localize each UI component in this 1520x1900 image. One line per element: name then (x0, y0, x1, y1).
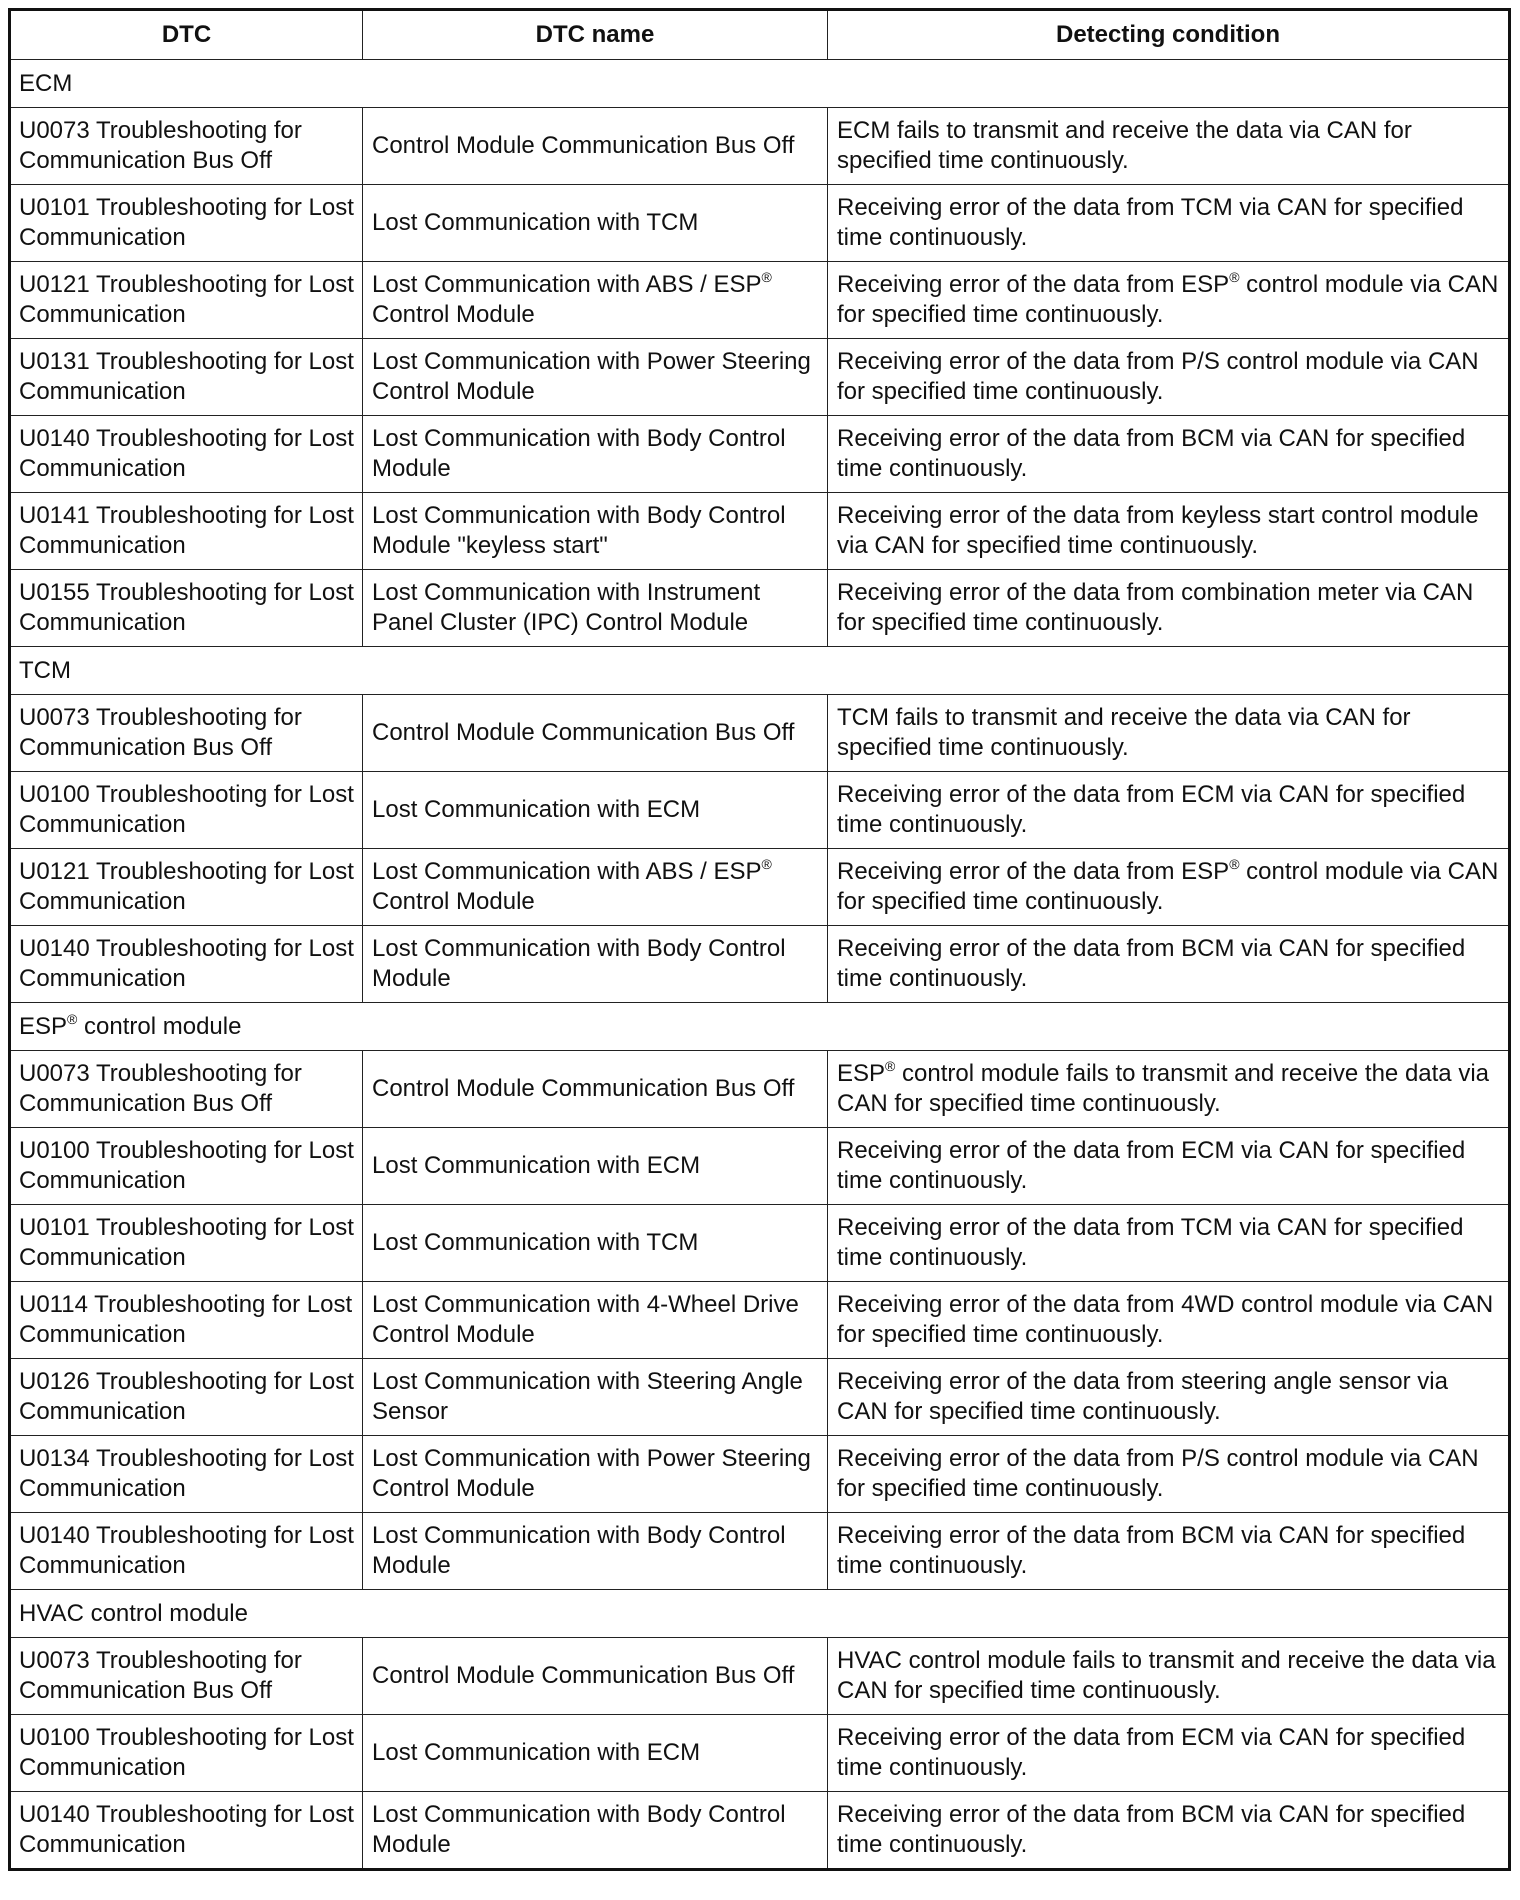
table-row (10, 772, 1510, 849)
dtc-name-cell: Control Module Communication Bus Off (363, 1051, 828, 1128)
table-row (10, 570, 1510, 647)
dtc-code-cell: U0121 Troubleshooting for Lost Communication (10, 262, 363, 339)
header-detecting-condition: Detecting condition (828, 10, 1510, 60)
section-title: ECM (10, 60, 1510, 108)
dtc-code-cell: U0155 Troubleshooting for Lost Communication (10, 570, 363, 647)
detecting-condition-cell: TCM fails to transmit and receive the data via CAN for specified time continuously. (828, 695, 1510, 772)
detecting-condition-cell: Receiving error of the data from keyless start control module via CAN for specified time continuously. (828, 493, 1510, 570)
detecting-condition-cell: Receiving error of the data from TCM via CAN for specified time continuously. (828, 185, 1510, 262)
detecting-condition-cell: Receiving error of the data from ECM via CAN for specified time continuously. (828, 1128, 1510, 1205)
detecting-condition-cell: Receiving error of the data from BCM via CAN for specified time continuously. (828, 416, 1510, 493)
detecting-condition-cell: HVAC control module fails to transmit and receive the data via CAN for specified time continuously. (828, 1638, 1510, 1715)
section-row (10, 1590, 1510, 1638)
table-row (10, 416, 1510, 493)
dtc-name-cell: Lost Communication with 4-Wheel Drive Control Module (363, 1282, 828, 1359)
dtc-name-cell: Lost Communication with Instrument Panel Cluster (IPC) Control Module (363, 570, 828, 647)
header-row (10, 10, 1510, 60)
section-title: TCM (10, 647, 1510, 695)
table-row (10, 1128, 1510, 1205)
detecting-condition-cell: ESP® control module fails to transmit and receive the data via CAN for specified time continuously. (828, 1051, 1510, 1128)
dtc-name-cell: Lost Communication with ABS / ESP® Control Module (363, 849, 828, 926)
dtc-code-cell: U0134 Troubleshooting for Lost Communication (10, 1436, 363, 1513)
table-row (10, 1359, 1510, 1436)
dtc-name-cell: Control Module Communication Bus Off (363, 108, 828, 185)
dtc-code-cell: U0101 Troubleshooting for Lost Communication (10, 185, 363, 262)
dtc-name-cell: Lost Communication with TCM (363, 185, 828, 262)
section-row (10, 60, 1510, 108)
detecting-condition-cell: Receiving error of the data from BCM via CAN for specified time continuously. (828, 1792, 1510, 1870)
detecting-condition-cell: Receiving error of the data from P/S control module via CAN for specified time continuously. (828, 339, 1510, 416)
dtc-name-cell: Lost Communication with ECM (363, 1128, 828, 1205)
table-row (10, 1282, 1510, 1359)
detecting-condition-cell: Receiving error of the data from P/S control module via CAN for specified time continuously. (828, 1436, 1510, 1513)
table-row (10, 1436, 1510, 1513)
detecting-condition-cell: Receiving error of the data from BCM via CAN for specified time continuously. (828, 1513, 1510, 1590)
dtc-name-cell: Lost Communication with Body Control Module (363, 416, 828, 493)
table-row (10, 926, 1510, 1003)
detecting-condition-cell: Receiving error of the data from BCM via CAN for specified time continuously. (828, 926, 1510, 1003)
dtc-code-cell: U0114 Troubleshooting for Lost Communication (10, 1282, 363, 1359)
dtc-code-cell: U0073 Troubleshooting for Communication Bus Off (10, 108, 363, 185)
table-body (10, 60, 1510, 1870)
dtc-code-cell: U0140 Troubleshooting for Lost Communication (10, 926, 363, 1003)
detecting-condition-cell: Receiving error of the data from steering angle sensor via CAN for specified time continuously. (828, 1359, 1510, 1436)
dtc-name-cell: Lost Communication with ABS / ESP® Control Module (363, 262, 828, 339)
dtc-code-cell: U0101 Troubleshooting for Lost Communication (10, 1205, 363, 1282)
table-row (10, 1715, 1510, 1792)
dtc-name-cell: Lost Communication with Body Control Module (363, 1513, 828, 1590)
table-row (10, 1792, 1510, 1870)
detecting-condition-cell: Receiving error of the data from ESP® control module via CAN for specified time continuously. (828, 262, 1510, 339)
dtc-name-cell: Lost Communication with Body Control Module (363, 926, 828, 1003)
table-row (10, 849, 1510, 926)
table-row (10, 1205, 1510, 1282)
detecting-condition-cell: Receiving error of the data from combination meter via CAN for specified time continuously. (828, 570, 1510, 647)
table-row (10, 1513, 1510, 1590)
dtc-name-cell: Lost Communication with TCM (363, 1205, 828, 1282)
dtc-code-cell: U0141 Troubleshooting for Lost Communication (10, 493, 363, 570)
detecting-condition-cell: Receiving error of the data from ECM via CAN for specified time continuously. (828, 772, 1510, 849)
dtc-name-cell: Control Module Communication Bus Off (363, 695, 828, 772)
table-row (10, 185, 1510, 262)
detecting-condition-cell: Receiving error of the data from ECM via CAN for specified time continuously. (828, 1715, 1510, 1792)
table-row (10, 493, 1510, 570)
table-row (10, 108, 1510, 185)
dtc-code-cell: U0073 Troubleshooting for Communication Bus Off (10, 1638, 363, 1715)
detecting-condition-cell: Receiving error of the data from 4WD control module via CAN for specified time continuously. (828, 1282, 1510, 1359)
section-title: ESP® control module (10, 1003, 1510, 1051)
header-dtc: DTC (10, 10, 363, 60)
table-row (10, 1051, 1510, 1128)
table-row (10, 339, 1510, 416)
dtc-code-cell: U0140 Troubleshooting for Lost Communication (10, 1792, 363, 1870)
dtc-code-cell: U0140 Troubleshooting for Lost Communication (10, 416, 363, 493)
dtc-code-cell: U0100 Troubleshooting for Lost Communication (10, 772, 363, 849)
dtc-name-cell: Lost Communication with Power Steering Control Module (363, 1436, 828, 1513)
section-title: HVAC control module (10, 1590, 1510, 1638)
dtc-code-cell: U0073 Troubleshooting for Communication Bus Off (10, 1051, 363, 1128)
detecting-condition-cell: ECM fails to transmit and receive the data via CAN for specified time continuously. (828, 108, 1510, 185)
dtc-name-cell: Lost Communication with ECM (363, 772, 828, 849)
dtc-code-cell: U0121 Troubleshooting for Lost Communication (10, 849, 363, 926)
dtc-code-cell: U0140 Troubleshooting for Lost Communication (10, 1513, 363, 1590)
table-row (10, 1638, 1510, 1715)
dtc-name-cell: Lost Communication with Power Steering Control Module (363, 339, 828, 416)
dtc-name-cell: Lost Communication with Steering Angle Sensor (363, 1359, 828, 1436)
dtc-name-cell: Control Module Communication Bus Off (363, 1638, 828, 1715)
dtc-code-cell: U0126 Troubleshooting for Lost Communication (10, 1359, 363, 1436)
dtc-code-cell: U0100 Troubleshooting for Lost Communication (10, 1715, 363, 1792)
dtc-table (8, 8, 1511, 1871)
table-header (10, 10, 1510, 60)
dtc-name-cell: Lost Communication with Body Control Module (363, 1792, 828, 1870)
dtc-code-cell: U0100 Troubleshooting for Lost Communication (10, 1128, 363, 1205)
detecting-condition-cell: Receiving error of the data from ESP® control module via CAN for specified time continuously. (828, 849, 1510, 926)
header-dtc-name: DTC name (363, 10, 828, 60)
dtc-code-cell: U0073 Troubleshooting for Communication Bus Off (10, 695, 363, 772)
dtc-name-cell: Lost Communication with ECM (363, 1715, 828, 1792)
dtc-code-cell: U0131 Troubleshooting for Lost Communication (10, 339, 363, 416)
dtc-name-cell: Lost Communication with Body Control Module "keyless start" (363, 493, 828, 570)
section-row (10, 1003, 1510, 1051)
detecting-condition-cell: Receiving error of the data from TCM via CAN for specified time continuously. (828, 1205, 1510, 1282)
section-row (10, 647, 1510, 695)
table-row (10, 695, 1510, 772)
table-row (10, 262, 1510, 339)
